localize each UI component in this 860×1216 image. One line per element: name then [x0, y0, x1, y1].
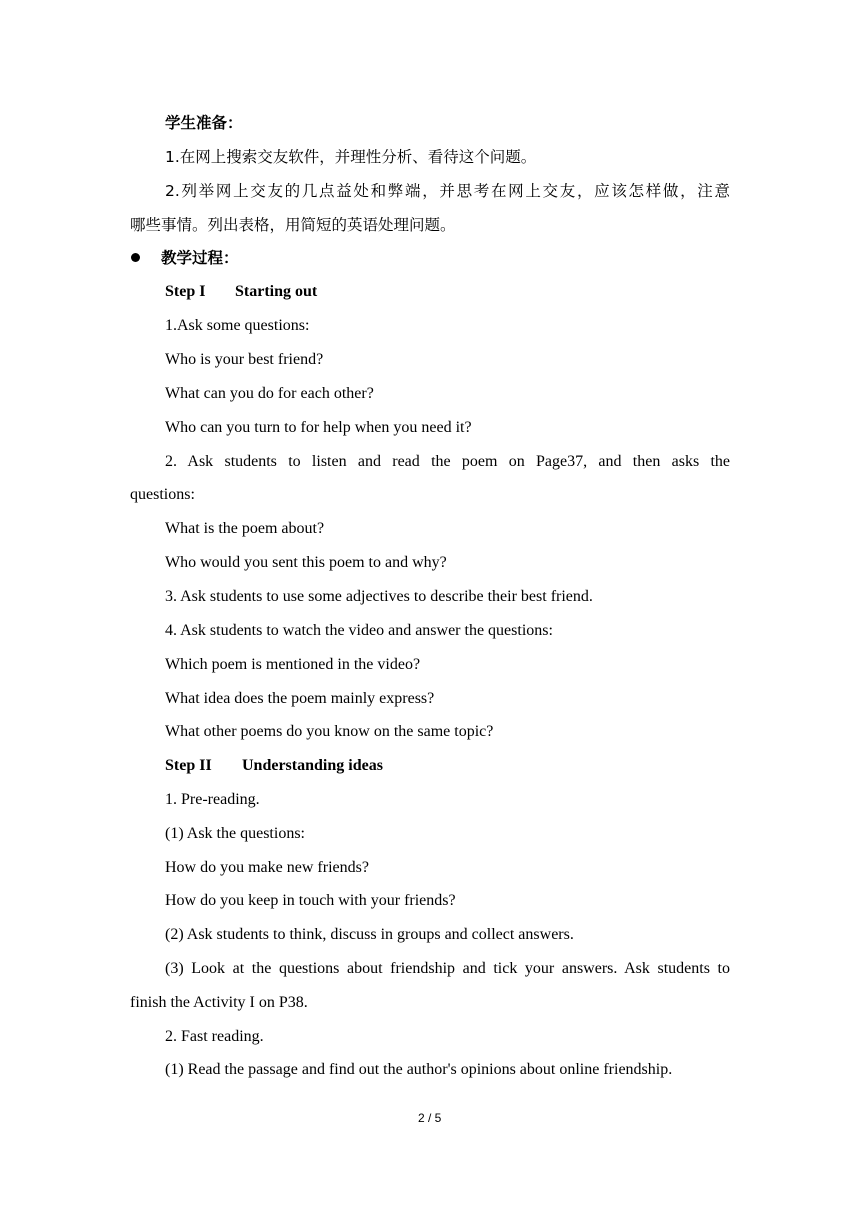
step-1-heading [165, 282, 317, 302]
step-1-question-2-a: What is the poem about? [165, 520, 325, 537]
student-prep-item-1: 1.在网上搜索交友软件，并理性分析、看待这个问题。 [165, 148, 537, 166]
step-2-title: Understanding ideas [242, 757, 383, 774]
step-2-pre-reading: 1. Pre-reading. [165, 791, 260, 808]
student-prep-heading: 学生准备： [165, 114, 243, 132]
step-1-title: Starting out [235, 283, 318, 300]
step-1-question-4: 4. Ask students to watch the video and answer the questions: [165, 622, 553, 639]
student-prep-item-2-line-2: 哪些事情。列出表格，用简短的英语处理问题。 [130, 216, 456, 234]
step-2-heading [165, 756, 383, 776]
step-2-pre-reading-1-b: How do you keep in touch with your friends? [165, 892, 456, 909]
step-2-fast-reading: 2. Fast reading. [165, 1028, 264, 1045]
step-2-pre-reading-1-a: How do you make new friends? [165, 859, 369, 876]
step-1-question-2-line-2: questions: [130, 486, 195, 503]
step-1-question-1-a: Who is your best friend? [165, 351, 324, 368]
step-2-pre-reading-2: (2) Ask students to think, discuss in groups and collect answers. [165, 926, 574, 943]
step-2-pre-reading-3-line-2: finish the Activity I on P38. [130, 994, 308, 1011]
step-2-label: Step II [165, 757, 212, 774]
step-1-question-1-intro: 1.Ask some questions: [165, 317, 310, 334]
step-2-pre-reading-1: (1) Ask the questions: [165, 825, 305, 842]
step-1-question-4-b: What idea does the poem mainly express? [165, 690, 435, 707]
step-1-question-4-c: What other poems do you know on the same topic? [165, 723, 494, 740]
process-heading: 教学过程： [161, 249, 239, 267]
student-prep-item-2-line-1: 2.列举网上交友的几点益处和弊端，并思考在网上交友，应该怎样做，注意 [165, 182, 730, 200]
bullet-icon [131, 253, 140, 262]
step-1-question-1-c: Who can you turn to for help when you need it? [165, 419, 472, 436]
step-1-question-3: 3. Ask students to use some adjectives to describe their best friend. [165, 588, 593, 605]
step-1-label: Step I [165, 283, 206, 300]
page-number: 2 / 5 [418, 1111, 442, 1125]
step-2-pre-reading-3-line-1: (3) Look at the questions about friendship and tick your answers. Ask students to [165, 960, 730, 977]
step-1-question-4-a: Which poem is mentioned in the video? [165, 656, 421, 673]
step-1-question-2-b: Who would you sent this poem to and why? [165, 554, 447, 571]
step-2-fast-reading-1: (1) Read the passage and find out the author's opinions about online friendship. [165, 1061, 673, 1078]
step-1-question-1-b: What can you do for each other? [165, 385, 374, 402]
step-1-question-2-line-1: 2. Ask students to listen and read the poem on Page37, and then asks the [165, 453, 730, 470]
